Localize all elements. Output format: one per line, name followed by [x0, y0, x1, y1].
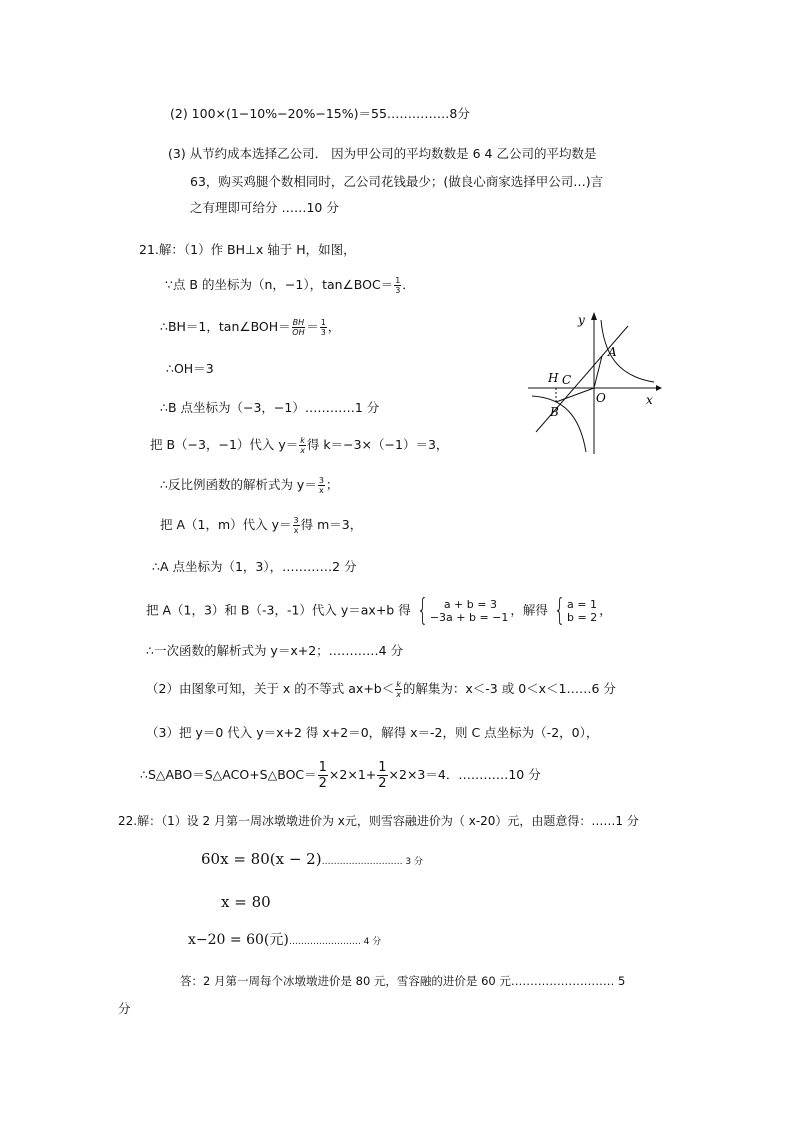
fraction-num: 1 [395, 276, 401, 285]
fraction-den: x [396, 690, 401, 699]
q21-line11-end: 的解集为：x＜-3 或 0＜x＜1……6 分 [402, 681, 616, 696]
solution-system [550, 593, 598, 628]
q21-line7-end: 得 m＝3， [300, 517, 363, 532]
equation-system [413, 593, 509, 628]
fraction-den: x [319, 486, 324, 495]
q21-line2-eq: ＝ [306, 319, 319, 334]
q21-line2-end: ， [327, 319, 341, 334]
q20-part3-line3: 之有理即可给分 ……10 分 [190, 200, 339, 215]
point-a-label: A [608, 345, 617, 359]
q22-equation3 [188, 931, 381, 951]
segment-OB [556, 388, 594, 402]
q21-line7 [160, 516, 362, 535]
q21-line11 [146, 680, 616, 699]
origin-label: O [596, 391, 606, 405]
solution-row: a = 1 [567, 598, 597, 611]
equation-rows [430, 598, 509, 624]
q22-equation1-mark: ……………………… 3 分 [321, 857, 424, 867]
fraction [299, 436, 306, 455]
q22-equation2: x = 80 [221, 893, 271, 911]
fraction-num: BH [292, 318, 305, 327]
q22-equation3-mark: …………………… 4 分 [288, 937, 382, 947]
fraction-num: 1 [318, 760, 327, 775]
x-axis-arrow-icon [656, 385, 662, 391]
q22-answer-cont: 分 [118, 1001, 131, 1016]
q21-line11-text: （2）由图象可知，关于 x 的不等式 ax+b＜ [146, 681, 395, 696]
q21-line13-text: ∴S△ABO＝S△ACO+S△BOC＝ [140, 767, 317, 782]
q21-line13-mid: ×2×1+ [328, 767, 377, 782]
q21-line1-end: ． [402, 277, 415, 292]
fraction-den: 2 [378, 776, 387, 791]
x-label: x [646, 393, 653, 407]
y-axis-arrow-icon [591, 312, 597, 320]
fraction-den: 3 [395, 286, 401, 295]
solution-row: b = 2 [567, 611, 598, 624]
q22-equation1-text: 60x = 80(x − 2) [201, 850, 322, 868]
point-c-label: C [562, 373, 572, 387]
q21-line10: ∴一次函数的解析式为 y＝x+2；…………4 分 [146, 643, 404, 658]
q21-line9-end: ， [599, 602, 612, 618]
fraction-den: x [300, 446, 305, 455]
fraction [394, 276, 401, 295]
q21-line6 [160, 476, 338, 495]
q21-line2 [160, 318, 340, 337]
fraction [318, 760, 328, 791]
equation-row: −3a + b = −1 [429, 611, 509, 624]
q22-equation3-text: x−20 = 60(元) [188, 932, 289, 948]
q21-line13 [140, 760, 541, 791]
fraction-den: x [293, 526, 299, 535]
q21-line4: ∴B 点坐标为（−3，−1）…………1 分 [160, 400, 380, 415]
q21-line9 [146, 593, 612, 628]
point-b-label: B [550, 405, 559, 419]
fraction [293, 516, 300, 535]
fraction [318, 476, 325, 495]
q21-line2-text: ∴BH＝1，tan∠BOH＝ [160, 319, 291, 334]
q20-part3-line1: (3) 从节约成本选择乙公司． 因为甲公司的平均数数是 6 4 乙公司的平均数是 [168, 146, 597, 161]
brace-icon: { [553, 593, 566, 628]
q21-line5-text: 把 B（−3，−1）代入 y＝ [150, 437, 299, 452]
q21-line1 [165, 276, 415, 295]
fraction-den: 2 [318, 776, 327, 791]
fraction-num: 3 [318, 476, 324, 485]
fraction-den: 3 [320, 328, 326, 337]
fraction-num: k [300, 436, 305, 445]
q21-line6-end: ； [325, 477, 339, 492]
point-h-label: H [548, 371, 559, 385]
q21-line1-text: ∵点 B 的坐标为（n，−1），tan∠BOC＝ [165, 277, 394, 292]
fraction-num: 1 [320, 318, 326, 327]
solution-rows [567, 598, 597, 624]
q22-answer: 答：2 月第一周每个冰墩墩进价是 80 元，雪容融的进价是 60 元……………………… 5 [180, 974, 626, 988]
fraction-num: 3 [293, 516, 299, 525]
q22-heading: 22.解：（1）设 2 月第一周冰墩墩进价为 x元，则雪容融进价为（ x-20）元，由题意得：……1 分 [118, 814, 639, 828]
brace-icon: { [416, 593, 428, 628]
fraction-num: k [396, 680, 401, 689]
q21-line6-text: ∴反比例函数的解析式为 y＝ [160, 477, 317, 492]
hyperbola-branch-2 [532, 396, 586, 452]
q21-line3: ∴OH＝3 [166, 361, 214, 376]
q21-line8: ∴A 点坐标为（1，3），…………2 分 [152, 559, 357, 574]
coordinate-figure [528, 312, 662, 454]
q20-part3-line2: 63，购买鸡腿个数相同时，乙公司花钱最少；(做良心商家选择甲公司…)言 [190, 174, 604, 189]
q21-line9-mid: ，解得 [510, 602, 548, 618]
q21-heading: 21.解：（1）作 BH⊥x 轴于 H，如图， [139, 242, 356, 257]
q21-line7-text: 把 A（1，m）代入 y＝ [160, 517, 292, 532]
fraction [292, 318, 306, 337]
fraction [377, 760, 387, 791]
q21-line9-text: 把 A（1，3）和 B（-3，-1）代入 y＝ax+b 得 [146, 602, 411, 618]
equation-row: a + b = 3 [443, 598, 497, 611]
q21-line12: （3）把 y＝0 代入 y＝x+2 得 x+2＝0，解得 x＝-2，则 C 点坐标为（-2，0）， [146, 725, 599, 740]
fraction [395, 680, 402, 699]
fraction [320, 318, 327, 337]
q21-line5-end: 得 k＝−3×（−1）＝3， [306, 437, 449, 452]
fraction-num: 1 [378, 760, 387, 775]
q21-line5 [150, 436, 448, 455]
q21-line13-end: ×2×3＝4．…………10 分 [388, 767, 541, 782]
fraction-den: OH [292, 328, 305, 337]
q20-part2: (2) 100×(1−10%−20%−15%)＝55……………8分 [170, 106, 470, 121]
y-label: y [578, 313, 585, 327]
q22-equation1 [201, 850, 423, 871]
